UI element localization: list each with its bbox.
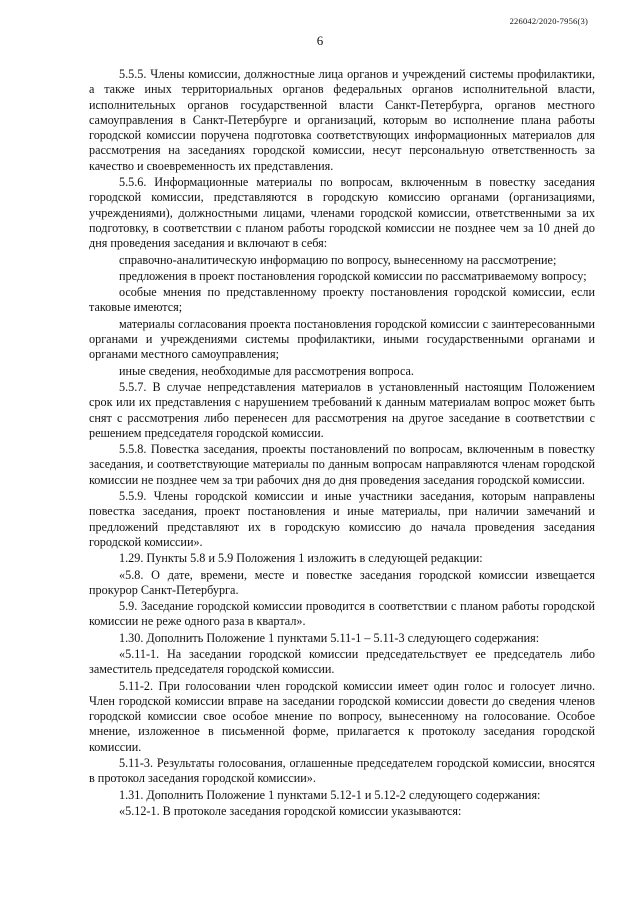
paragraph: справочно-аналитическую информацию по вопросу, вынесенному на рассмотрение; <box>119 252 557 267</box>
paragraph: 5.11-3. Результаты голосования, оглашенные председателем городской комиссии, вносятся в протокол заседания городской комиссии». <box>89 756 595 786</box>
paragraph: особые мнения по представленному проекту постановления городской комиссии, если таковые имеются; <box>89 285 595 315</box>
paragraph: «5.8. О дате, времени, месте и повестке заседания городской комиссии извещается прокурор Санкт-Петербурга. <box>89 567 595 597</box>
paragraph: 5.9. Заседание городской комиссии проводится в соответствии с планом работы городской комиссии не реже одного раза в квартал». <box>89 599 595 629</box>
paragraph: «5.12-1. В протоколе заседания городской комиссии указываются: <box>119 803 462 818</box>
paragraph: 5.5.6. Информационные материалы по вопросам, включенным в повестку заседания городской комиссии, представляются в городскую комиссию органами (организациями, учреждениями), должностными лицами, членами городской комиссии, ответственными за их подготовку, в соответствии с планом работы городской комиссии не позднее чем за 10 дней до дня проведения заседания и включают в себя: <box>89 175 595 251</box>
paragraph: «5.11-1. На заседании городской комиссии председательствует ее председатель либо заместитель председателя городской комиссии. <box>89 646 595 677</box>
paragraph: иные сведения, необходимые для рассмотрения вопроса. <box>119 363 414 378</box>
paragraph: 1.30. Дополнить Положение 1 пунктами 5.11-1 – 5.11-3 следующего содержания: <box>119 630 540 645</box>
paragraph: 1.31. Дополнить Положение 1 пунктами 5.12-1 и 5.12-2 следующего содержания: <box>119 787 541 802</box>
page-number: 6 <box>316 33 324 48</box>
document-body <box>89 67 595 820</box>
paragraph: 5.5.8. Повестка заседания, проекты постановлений по вопросам, включенным в повестку заседания, и соответствующие материалы по данным вопросам направляются членам городской комиссии не позднее чем за три рабочих дня до дня проведения заседания городской комиссии. <box>89 442 595 487</box>
paragraph: предложения в проект постановления городской комиссии по рассматриваемому вопросу; <box>119 268 587 283</box>
paragraph: материалы согласования проекта постановления городской комиссии с заинтересованными органами и учреждениями системы профилактики, иными государственными органами и органами местного самоуправления; <box>89 316 595 362</box>
paragraph: 1.29. Пункты 5.8 и 5.9 Положения 1 изложить в следующей редакции: <box>119 551 483 566</box>
paragraph: 5.5.7. В случае непредставления материалов в установленный настоящим Положением срок или их представления с нарушением требований к данным материалам вопрос может быть снят с рассмотрения либо перенесен для рассмотрения на другое заседание в соответствии с решением председателя городской комиссии. <box>89 379 595 440</box>
paragraph: 5.5.5. Члены комиссии, должностные лица органов и учреждений системы профилактики, а также иных территориальных органов федеральных органов исполнительной власти, исполнительных органов государственной власти Санкт-Петербурга, органов местного самоуправления в Санкт-Петербурге и организаций, которым во исполнение плана работы городской комиссии поручена подготовка соответствующих информационных материалов для рассмотрения на заседаниях городской комиссии, несут персональную ответственность за качество и своевременность их представления. <box>89 67 595 173</box>
document-number: 226042/2020-7956(3) <box>509 16 588 26</box>
paragraph: 5.11-2. При голосовании член городской комиссии имеет один голос и голосует лично. Член городской комиссии вправе на заседании городской комиссии довести до сведения членов городской комиссии свое особое мнение по вопросу, вынесенному на голосование. Особое мнение, изложенное в письменной форме, прилагается к протоколу заседания городской комиссии. <box>89 678 595 754</box>
paragraph: 5.5.9. Члены городской комиссии и иные участники заседания, которым направлены повестка заседания, проект постановления и иные материалы, при наличии замечаний и предложений представляют их в городскую комиссию до начала проведения заседания городской комиссии». <box>89 489 595 549</box>
